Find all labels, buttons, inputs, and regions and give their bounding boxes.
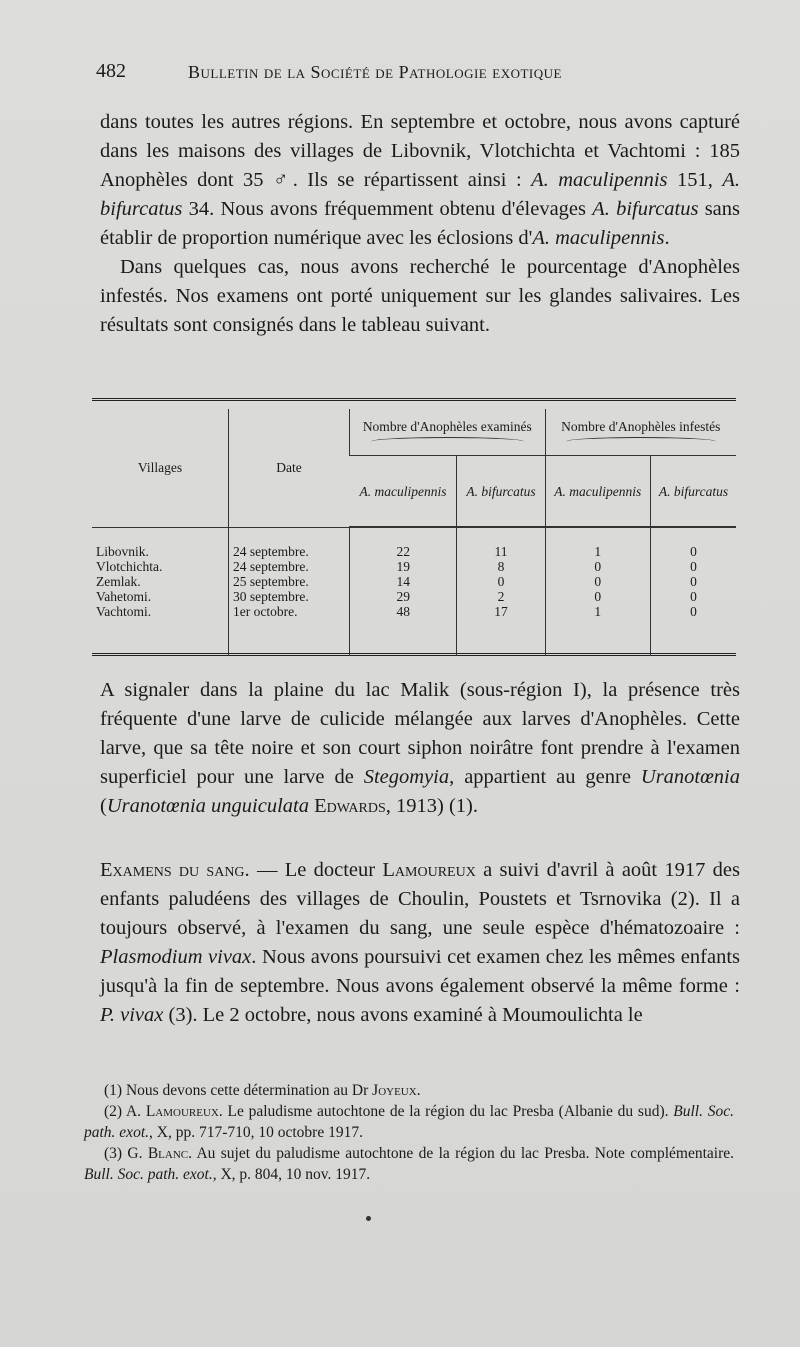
table-cell: 1 [594,604,602,619]
table-cell: 0 [690,559,697,574]
in-bifurcatus-column [651,527,736,656]
col-date: Date [229,409,350,527]
table-cell: 25 septembre. [233,573,309,589]
table-cell: 2 [497,589,505,604]
anopheles-table [92,398,736,656]
group-examined: Nombre d'Anophèles examinés [350,409,546,456]
table-cell: 29 [396,589,410,604]
col-ex-maculipennis: A. maculipennis [350,456,457,528]
footnotes [84,1080,734,1185]
table-body [92,527,736,656]
table-cell: 17 [494,604,508,619]
table-cell: Libovnik. [96,543,149,559]
col-ex-bifurcatus: A. bifurcatus [457,456,545,528]
section-lead: Examens du sang. [100,859,250,881]
table-cell: 1er octobre. [233,603,298,619]
paragraph-infestation: Dans quelques cas, nous avons recherché le pourcentage d'Anophèles infestés. Nos examens ont porté uniquement sur les glandes salivaires. Les résultats sont consignés dans le tableau suivant. [100,256,740,336]
col-in-maculipennis: A. maculipennis [545,456,651,528]
table-cell: Zemlak. [96,573,141,589]
ex-bifurcatus-column [457,527,545,656]
footnote-1: (1) Nous devons cette détermination au Dr Joyeux. [104,1082,421,1099]
brace-examined [371,437,524,446]
footnote-2: (2) A. Lamoureux. Le paludisme autochtone de la région du lac Presba (Albanie du sud). Bull. Soc. path. exot., X, pp. 717-710, 10 octobre 1917. [84,1103,734,1141]
footnote-3: (3) G. Blanc. Au sujet du paludisme autochtone de la région du lac Presba. Note complémentaire. Bull. Soc. path. exot., X, p. 804, 10 nov. 1917. [84,1145,734,1183]
table-cell: 8 [497,559,505,574]
table-cell: Vahetomi. [96,588,152,604]
group-infested: Nombre d'Anophèles infestés [545,409,736,456]
col-villages: Villages [92,409,229,527]
page-dot [366,1216,371,1221]
paragraph-uranotaenia: A signaler dans la plaine du lac Malik (sous-région I), la présence très fréquente d'une larve de culicide mélangée aux larves d'Anophèles. Cette larve, que sa tête noire et son court siphon noirâtre font prendre à l'examen superficiel pour une larve de Stegomyia, appartient au genre Uranotœnia (Uranotœnia unguiculata Edwards, 1913) (1). [100,679,740,817]
table-cell: 0 [690,544,697,559]
table-cell: Vlotchichta. [96,558,163,574]
col-in-bifurcatus: A. bifurcatus [651,456,736,528]
table-cell: 14 [396,574,410,589]
table-cell: 19 [396,559,410,574]
table-cell: 0 [690,574,697,589]
villages-column [92,527,229,656]
table-cell: 24 septembre. [233,558,309,574]
table-cell: 0 [497,574,505,589]
running-title: Bulletin de la Société de Pathologie exotique [188,62,562,82]
page-number: 482 [96,60,126,82]
table-cell: 0 [594,574,602,589]
table-cell: 1 [594,544,602,559]
dates-column [229,527,350,656]
table-cell: 11 [494,544,508,559]
table-cell: Vachtomi. [96,603,152,619]
table-cell: 0 [594,559,602,574]
table-cell: 0 [594,589,602,604]
table-cell: 30 septembre. [233,588,309,604]
brace-infested [566,437,716,446]
in-maculipennis-column [545,527,651,656]
table-cell: 48 [396,604,410,619]
ex-maculipennis-column [350,527,457,656]
table-cell: 0 [690,589,697,604]
page-header [96,60,736,90]
table-cell: 22 [396,544,410,559]
table-cell: 24 septembre. [233,543,309,559]
table-cell: 0 [690,604,697,619]
paragraph-blood-exams: Examens du sang. — Le docteur Lamoureux a suivi d'avril à août 1917 des enfants paludéens des villages de Choulin, Poustets et Tsrnovika (2). Il a toujours observé, à l'examen du sang, une seule espèce d'hématozoaire : Plasmodium vivax. Nous avons poursuivi cet examen chez les mêmes enfants jusqu'à la fin de septembre. Nous avons également observé la même forme : P. vivax (3). Le 2 octobre, nous avons examiné à Moumoulichta le [100,859,741,1026]
paragraph-anopheles-capture: dans toutes les autres régions. En septembre et octobre, nous avons capturé dans les maisons des villages de Libovnik, Vlotchichta et Vachtomi : 185 Anophèles dont 35 ♂. Ils se répartissent ainsi : A. maculipennis 151, A. bifurcatus 34. Nous avons fréquemment obtenu d'élevages A. bifurcatus sans établir de proportion numérique avec les éclosions d'A. maculipennis. Dans quelques cas, nous avons recherché le pourcentage d'Anophèles infestés. Nos examens ont porté uniquement sur les glandes salivaires. Les résultats sont consignés dans le tableau suivant. [100,108,740,340]
